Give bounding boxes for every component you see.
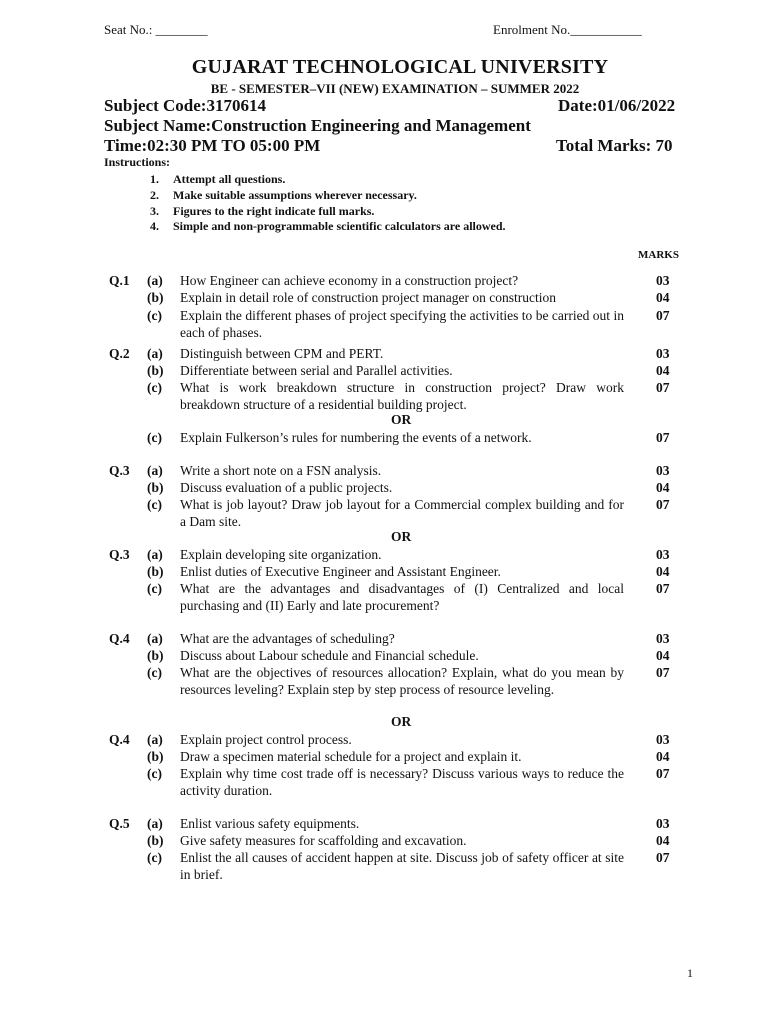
subject-name: Subject Name:Construction Engineering and Management <box>104 116 531 135</box>
part-marks: 04 <box>656 363 670 378</box>
part-label: (b) <box>147 648 164 663</box>
part-marks: 04 <box>656 648 670 663</box>
instruction-num: 3. <box>150 204 159 218</box>
part-marks: 04 <box>656 564 670 579</box>
part-text: Discuss evaluation of a public projects. <box>180 480 393 495</box>
instruction-num: 1. <box>150 172 159 186</box>
part-label: (a) <box>147 732 163 747</box>
part-label: (c) <box>147 380 162 395</box>
or-divider: OR <box>391 412 412 427</box>
part-label: (b) <box>147 564 164 579</box>
part-marks: 03 <box>656 346 670 361</box>
part-marks: 04 <box>656 290 670 305</box>
seat-no-field: Seat No.: ________ <box>104 22 208 37</box>
part-label: (a) <box>147 547 163 562</box>
part-label: (c) <box>147 497 162 512</box>
part-label: (a) <box>147 816 163 831</box>
part-text: How Engineer can achieve economy in a construction project? <box>180 273 519 288</box>
part-label: (c) <box>147 665 162 680</box>
part-marks: 03 <box>656 732 670 747</box>
marks-column-header: MARKS <box>638 249 679 261</box>
part-label: (b) <box>147 749 164 764</box>
part-text: Write a short note on a FSN analysis. <box>180 463 382 478</box>
part-label: (b) <box>147 363 164 378</box>
part-text: Enlist duties of Executive Engineer and Assistant Engineer. <box>180 564 501 579</box>
part-marks: 04 <box>656 480 670 495</box>
part-marks: 07 <box>656 497 670 512</box>
part-text: Explain in detail role of construction project manager on construction <box>180 290 557 305</box>
part-text: What is job layout? Draw job layout for a Commercial complex building and for a Dam site. <box>180 497 624 529</box>
enrolment-no-field: Enrolment No.___________ <box>493 22 642 37</box>
part-marks: 03 <box>656 816 670 831</box>
part-label: (c) <box>147 308 162 323</box>
exam-title: BE - SEMESTER–VII (NEW) EXAMINATION – SUMMER 2022 <box>210 81 580 96</box>
question-number: Q.5 <box>109 816 130 831</box>
part-marks: 07 <box>656 850 670 865</box>
subject-code: Subject Code:3170614 <box>104 96 266 115</box>
part-text: Differentiate between serial and Parallel activities. <box>180 363 453 378</box>
exam-time: Time:02:30 PM TO 05:00 PM <box>104 136 321 155</box>
question-number: Q.4 <box>109 631 130 646</box>
part-label: (c) <box>147 766 162 781</box>
question-number: Q.3 <box>109 463 130 478</box>
university-title: GUJARAT TECHNOLOGICAL UNIVERSITY <box>191 56 609 78</box>
part-marks: 07 <box>656 308 670 323</box>
page-number: 1 <box>687 966 693 980</box>
instruction-num: 4. <box>150 219 159 233</box>
part-label: (b) <box>147 480 164 495</box>
question-number: Q.2 <box>109 346 130 361</box>
instruction-text: Simple and non-programmable scientific calculators are allowed. <box>173 219 506 233</box>
part-marks: 07 <box>656 430 670 445</box>
part-text: Distinguish between CPM and PERT. <box>180 346 384 361</box>
part-label: (a) <box>147 273 163 288</box>
part-label: (c) <box>147 581 162 596</box>
part-marks: 03 <box>656 547 670 562</box>
part-text: Give safety measures for scaffolding and excavation. <box>180 833 467 848</box>
instruction-text: Figures to the right indicate full marks. <box>173 204 375 218</box>
part-marks: 03 <box>656 463 670 478</box>
part-text: Explain why time cost trade off is necessary? Discuss various ways to reduce the activity duration. <box>180 766 624 798</box>
part-text: Explain project control process. <box>180 732 352 747</box>
part-text: Explain developing site organization. <box>180 547 382 562</box>
part-text: What is work breakdown structure in construction project? Draw work breakdown structure of a residential building project. <box>180 380 624 412</box>
question-number: Q.3 <box>109 547 130 562</box>
instruction-text: Make suitable assumptions wherever necessary. <box>173 188 417 202</box>
question-number: Q.1 <box>109 273 130 288</box>
part-label: (c) <box>147 850 162 865</box>
part-label: (c) <box>147 430 162 445</box>
part-marks: 04 <box>656 833 670 848</box>
part-marks: 07 <box>656 380 670 395</box>
question-number: Q.4 <box>109 732 130 747</box>
exam-date: Date:01/06/2022 <box>558 96 676 115</box>
part-text: Explain the different phases of project specifying the activities to be carried out in each of phases. <box>180 308 624 340</box>
part-label: (a) <box>147 463 163 478</box>
part-label: (a) <box>147 346 163 361</box>
instruction-num: 2. <box>150 188 159 202</box>
part-text: What are the advantages and disadvantages of (I) Centralized and local purchasing and (II) Early and late procurement? <box>180 581 624 613</box>
part-text: Enlist the all causes of accident happen at site. Discuss job of safety officer at site in brief. <box>180 850 624 882</box>
part-text: Enlist various safety equipments. <box>180 816 360 831</box>
part-text: Discuss about Labour schedule and Financial schedule. <box>180 648 479 663</box>
or-divider: OR <box>391 714 412 729</box>
part-label: (b) <box>147 833 164 848</box>
total-marks: Total Marks: 70 <box>556 136 673 155</box>
part-text: What are the advantages of scheduling? <box>180 631 395 646</box>
part-marks: 07 <box>656 581 670 596</box>
part-marks: 03 <box>656 273 670 288</box>
part-label: (b) <box>147 290 164 305</box>
part-label: (a) <box>147 631 163 646</box>
instruction-text: Attempt all questions. <box>173 172 286 186</box>
part-text: Explain Fulkerson’s rules for numbering the events of a network. <box>180 430 532 445</box>
part-text: Draw a specimen material schedule for a project and explain it. <box>180 749 522 764</box>
part-text: What are the objectives of resources allocation? Explain, what do you mean by resources leveling? Explain step by step process of resource leveling. <box>180 665 624 697</box>
part-marks: 07 <box>656 766 670 781</box>
or-divider: OR <box>391 529 412 544</box>
instructions-title: Instructions: <box>104 155 171 169</box>
part-marks: 07 <box>656 665 670 680</box>
part-marks: 03 <box>656 631 670 646</box>
part-marks: 04 <box>656 749 670 764</box>
